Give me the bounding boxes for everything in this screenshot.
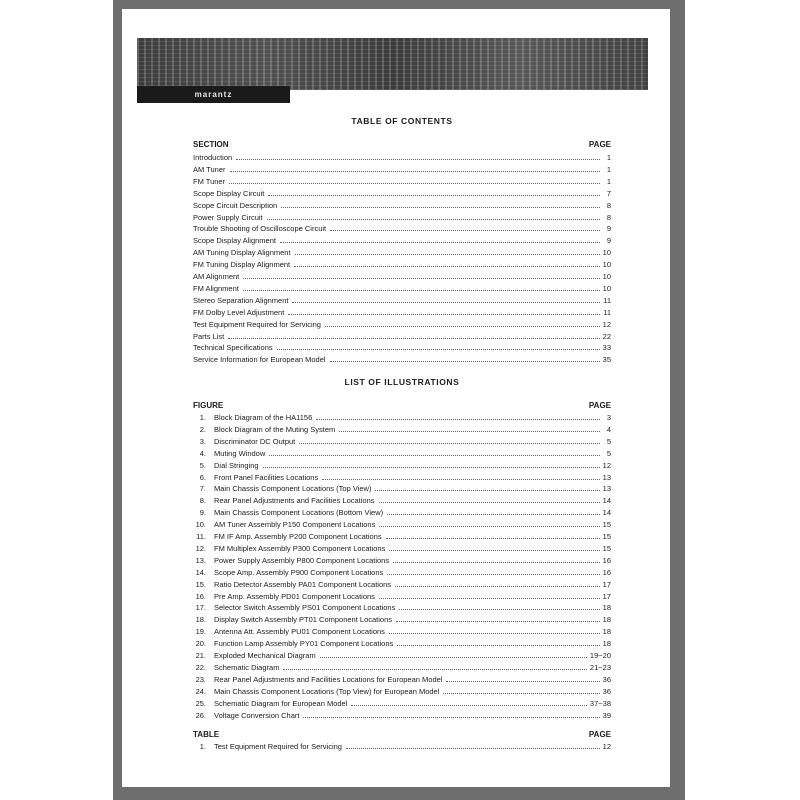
list-item <box>193 590 611 601</box>
entry-title: Stereo Separation Alignment <box>193 295 289 305</box>
entry-title: FM Tuner <box>193 176 226 186</box>
entry-page: 5 <box>606 448 611 458</box>
dot-leader <box>387 574 599 575</box>
entry-title: Power Supply Circuit <box>193 212 263 222</box>
dot-leader <box>280 242 600 243</box>
entry-page: 1 <box>606 164 611 174</box>
entry-number: 22. <box>195 662 206 672</box>
illustrations-page-header: PAGE <box>588 401 611 410</box>
list-item <box>193 494 611 505</box>
entry-title: FM Tuning Display Alignment <box>193 260 291 270</box>
entry-title: Display Switch Assembly PT01 Component Locations <box>214 615 393 625</box>
entry-title: Parts List <box>193 331 225 341</box>
entry-title: Rear Panel Adjustments and Facilities Locations for European Model <box>214 674 443 684</box>
entry-page: 13 <box>602 484 611 494</box>
dot-leader <box>229 183 600 184</box>
list-item <box>193 482 611 493</box>
entry-title: Scope Display Alignment <box>193 236 276 246</box>
list-item <box>193 625 611 636</box>
dot-leader <box>351 705 587 706</box>
entry-title: FM Alignment <box>193 283 239 293</box>
dot-leader <box>299 443 600 444</box>
dot-leader <box>228 338 599 339</box>
entry-title: Test Equipment Required for Servicing <box>193 319 321 329</box>
dot-leader <box>395 586 600 587</box>
entry-page: 15 <box>602 543 611 553</box>
dot-leader <box>283 669 586 670</box>
entry-title: Main Chassis Component Locations (Top View) for European Model <box>214 686 440 696</box>
entry-title: Discriminator DC Output <box>214 436 296 446</box>
entry-page: 10 <box>602 283 611 293</box>
entry-page: 5 <box>606 436 611 446</box>
toc-column-headers <box>193 140 611 150</box>
entry-page: 21~23 <box>589 662 611 672</box>
entry-page: 12 <box>602 742 611 751</box>
list-item <box>193 294 611 305</box>
entry-title: Technical Specifications <box>193 343 273 353</box>
list-item <box>193 246 611 257</box>
entry-page: 18 <box>602 639 611 649</box>
entry-page: 7 <box>606 188 611 198</box>
entry-title: Main Chassis Component Locations (Bottom View) <box>214 508 384 518</box>
list-item <box>193 740 611 751</box>
entry-page: 14 <box>602 508 611 518</box>
dot-leader <box>389 550 599 551</box>
list-item <box>193 649 611 660</box>
entry-title: Scope Display Circuit <box>193 188 265 198</box>
entry-title: Selector Switch Assembly PS01 Component Locations <box>214 603 396 613</box>
list-item <box>193 270 611 281</box>
entry-title: Antenna Att. Assembly PU01 Component Locations <box>214 627 385 637</box>
entry-page: 1 <box>606 176 611 186</box>
dot-leader <box>267 219 600 220</box>
list-item <box>193 661 611 672</box>
entry-page: 11 <box>603 307 611 317</box>
entry-number: 1. <box>199 413 206 422</box>
entry-title: Main Chassis Component Locations (Top View) <box>214 484 372 494</box>
entry-page: 14 <box>602 496 611 506</box>
entry-number: 24. <box>195 686 206 696</box>
entry-title: Power Supply Assembly P800 Component Locations <box>214 555 390 565</box>
entry-number: 10. <box>195 520 206 530</box>
entry-page: 19~20 <box>589 651 611 660</box>
list-item <box>193 163 611 174</box>
list-item <box>193 411 611 422</box>
entry-title: Ratio Detector Assembly PA01 Component Locations <box>214 579 392 589</box>
dot-leader <box>322 479 599 480</box>
toc-page-header: PAGE <box>588 140 611 149</box>
entry-page: 1 <box>606 153 611 162</box>
list-item <box>193 518 611 529</box>
entry-title: Pre Amp. Assembly PD01 Component Locations <box>214 591 375 601</box>
entry-number: 6. <box>199 472 206 482</box>
dot-leader <box>268 195 600 196</box>
list-item <box>193 222 611 233</box>
entry-title: Introduction <box>193 153 233 162</box>
list-item <box>193 685 611 696</box>
dot-leader <box>386 538 600 539</box>
dot-leader <box>399 609 599 610</box>
list-item <box>193 506 611 517</box>
dot-leader <box>243 290 600 291</box>
list-item <box>193 423 611 434</box>
entry-page: 9 <box>606 236 611 246</box>
figure-header: FIGURE <box>193 401 224 410</box>
dot-leader <box>243 278 599 279</box>
list-item <box>193 187 611 198</box>
entry-title: AM Tuner Assembly P150 Component Locations <box>214 520 376 530</box>
entry-page: 12 <box>602 319 611 329</box>
dot-leader <box>330 230 600 231</box>
header-banner <box>137 38 648 90</box>
entry-page: 10 <box>602 272 611 281</box>
dot-leader <box>263 467 600 468</box>
entry-page: 18 <box>602 603 611 613</box>
entry-title: FM IF Amp. Assembly P200 Component Locations <box>214 532 382 541</box>
dot-leader <box>277 349 600 350</box>
list-item <box>193 353 611 364</box>
brand-logo: marantz <box>137 86 290 103</box>
entry-page: 37~38 <box>589 698 611 708</box>
entry-title: Block Diagram of the HA1156 <box>214 413 313 422</box>
entry-number: 4. <box>199 448 206 458</box>
entry-number: 2. <box>199 424 206 434</box>
entry-title: Voltage Conversion Chart <box>214 710 300 720</box>
entry-title: Service Information for European Model <box>193 355 326 365</box>
dot-leader <box>375 490 599 491</box>
entry-title: FM Dolby Level Adjustment <box>193 307 285 317</box>
entry-number: 25. <box>195 698 206 708</box>
entry-number: 3. <box>199 436 206 446</box>
list-item <box>193 697 611 708</box>
list-item <box>193 341 611 352</box>
entry-title: Schematic Diagram for European Model <box>214 698 348 708</box>
dot-leader <box>379 598 600 599</box>
entry-number: 12. <box>195 543 206 553</box>
entry-number: 5. <box>199 460 206 470</box>
entry-number: 9. <box>199 508 206 518</box>
illustrations-title: LIST OF ILLUSTRATIONS <box>344 377 460 387</box>
dot-leader <box>443 693 599 694</box>
entry-title: Schematic Diagram <box>214 662 280 672</box>
dot-leader <box>288 314 600 315</box>
entry-title: Rear Panel Adjustments and Facilities Locations <box>214 496 375 506</box>
list-item <box>193 175 611 186</box>
entry-page: 9 <box>606 224 611 234</box>
entry-page: 18 <box>602 627 611 637</box>
list-item <box>193 459 611 470</box>
dot-leader <box>397 645 599 646</box>
list-item <box>193 566 611 577</box>
dot-leader <box>446 681 599 682</box>
dot-leader <box>393 562 600 563</box>
dot-leader <box>292 302 600 303</box>
entry-title: Test Equipment Required for Servicing <box>214 742 342 751</box>
list-item <box>193 199 611 210</box>
list-item <box>193 613 611 624</box>
entry-title: Block Diagram of the Muting System <box>214 424 336 434</box>
list-item <box>193 601 611 612</box>
entry-title: Scope Circuit Description <box>193 200 278 210</box>
dot-leader <box>389 633 600 634</box>
dot-leader <box>379 502 600 503</box>
dot-leader <box>236 159 600 160</box>
list-item <box>193 471 611 482</box>
entry-page: 16 <box>602 555 611 565</box>
list-item <box>193 435 611 446</box>
dot-leader <box>303 717 599 718</box>
dot-leader <box>230 171 600 172</box>
entry-page: 36 <box>602 686 611 696</box>
entry-number: 1. <box>199 742 206 751</box>
list-item <box>193 306 611 317</box>
list-item <box>193 542 611 553</box>
entry-number: 11. <box>196 532 206 541</box>
dot-leader <box>325 326 600 327</box>
list-item <box>193 211 611 222</box>
tables-column-headers <box>193 730 611 740</box>
dot-leader <box>330 361 600 362</box>
dot-leader <box>281 207 600 208</box>
entry-number: 23. <box>195 674 206 684</box>
illustrations-column-headers <box>193 401 611 411</box>
entry-page: 33 <box>602 343 611 353</box>
list-item <box>193 709 611 720</box>
dot-leader <box>294 266 600 267</box>
list-item <box>193 447 611 458</box>
dot-leader <box>316 419 600 420</box>
entry-page: 8 <box>606 212 611 222</box>
entry-page: 10 <box>602 248 611 258</box>
entry-title: Scope Amp. Assembly P900 Component Locations <box>214 567 384 577</box>
entry-title: FM Multiplex Assembly P300 Component Locations <box>214 543 386 553</box>
section-header: SECTION <box>193 140 229 149</box>
entry-page: 13 <box>602 472 611 482</box>
entry-page: 17 <box>602 579 611 589</box>
entry-title: Exploded Mechanical Diagram <box>214 651 316 660</box>
tables-page-header: PAGE <box>588 730 611 739</box>
entry-title: Trouble Shooting of Oscilloscope Circuit <box>193 224 327 234</box>
entry-number: 15. <box>195 579 206 589</box>
entry-page: 18 <box>602 615 611 625</box>
entry-number: 21. <box>195 651 206 660</box>
entry-number: 16. <box>195 591 206 601</box>
list-item <box>193 578 611 589</box>
list-item <box>193 282 611 293</box>
dot-leader <box>339 431 600 432</box>
dot-leader <box>295 254 600 255</box>
entry-title: Front Panel Facilities Locations <box>214 472 319 482</box>
list-item <box>193 151 611 162</box>
list-item <box>193 673 611 684</box>
entry-number: 8. <box>199 496 206 506</box>
dot-leader <box>320 657 587 658</box>
entry-number: 17. <box>195 603 206 613</box>
list-item <box>193 318 611 329</box>
list-item <box>193 554 611 565</box>
dot-leader <box>269 455 600 456</box>
entry-number: 19. <box>195 627 206 637</box>
entry-page: 39 <box>602 710 611 720</box>
list-item <box>193 258 611 269</box>
list-item <box>193 234 611 245</box>
entry-page: 16 <box>602 567 611 577</box>
entry-title: AM Tuner <box>193 164 226 174</box>
list-item <box>193 330 611 341</box>
entry-page: 22 <box>602 331 611 341</box>
list-item <box>193 637 611 648</box>
toc-title: TABLE OF CONTENTS <box>351 116 453 126</box>
entry-number: 20. <box>195 639 206 649</box>
entry-title: AM Tuning Display Alignment <box>193 248 291 258</box>
entry-title: Dial Stringing <box>214 460 259 470</box>
entry-number: 26. <box>195 710 206 720</box>
table-header: TABLE <box>193 730 220 739</box>
entry-number: 14. <box>195 567 206 577</box>
entry-title: Muting Window <box>214 448 266 458</box>
entry-page: 15 <box>602 520 611 530</box>
entry-page: 12 <box>602 460 611 470</box>
dot-leader <box>379 526 599 527</box>
dot-leader <box>396 621 600 622</box>
entry-page: 36 <box>602 674 611 684</box>
entry-page: 3 <box>606 413 611 422</box>
entry-page: 11 <box>603 295 611 305</box>
entry-page: 10 <box>602 260 611 270</box>
dot-leader <box>346 748 600 749</box>
entry-number: 13. <box>195 555 206 565</box>
entry-title: Function Lamp Assembly PY01 Component Locations <box>214 639 394 649</box>
list-item <box>193 530 611 541</box>
entry-number: 18. <box>195 615 206 625</box>
entry-page: 15 <box>602 532 611 541</box>
entry-page: 35 <box>602 355 611 365</box>
entry-page: 8 <box>606 200 611 210</box>
entry-title: AM Alignment <box>193 272 240 281</box>
dot-leader <box>387 514 600 515</box>
entry-page: 4 <box>606 424 611 434</box>
entry-number: 7. <box>199 484 206 494</box>
entry-page: 17 <box>602 591 611 601</box>
